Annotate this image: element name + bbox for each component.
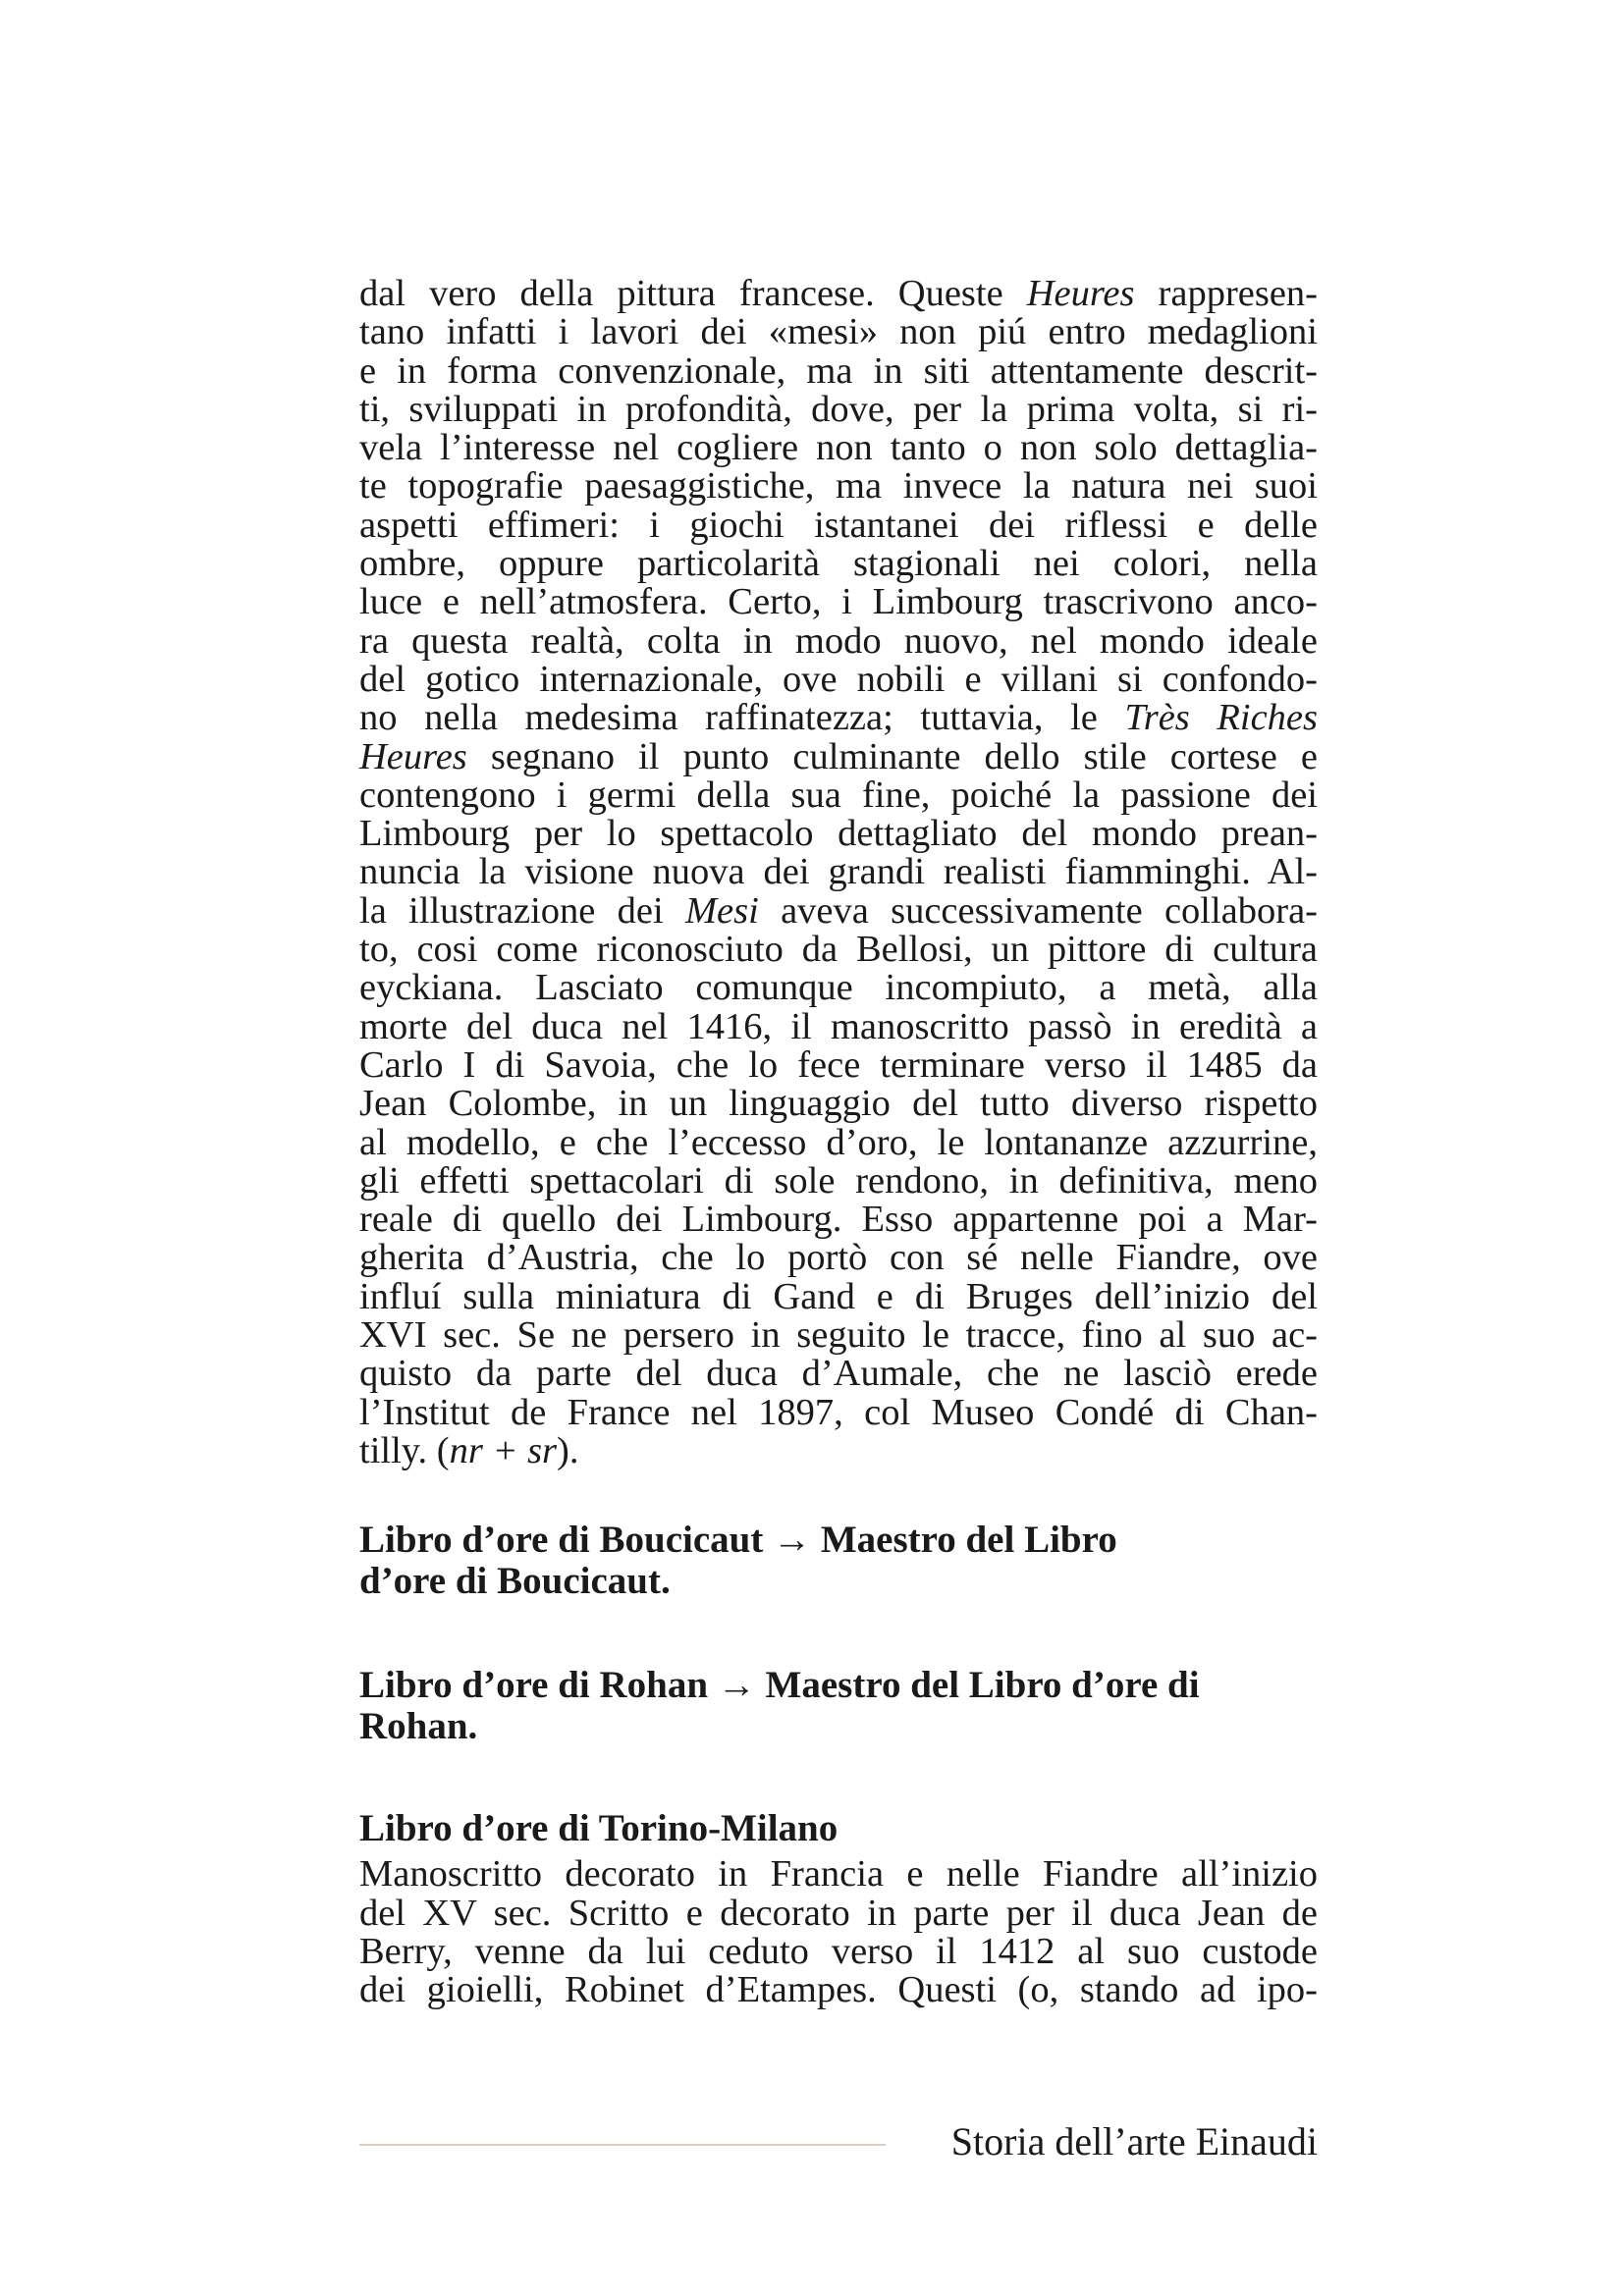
footer-rule <box>359 2144 886 2146</box>
paragraph-line: Limbourg per lo spettacolo dettagliato del mondo prean- <box>359 813 1318 855</box>
paragraph-line: morte del duca nel 1416, il manoscritto passò in eredità a <box>359 1005 1318 1047</box>
paragraph-line: nuncia la visione nuova dei grandi realisti fiamminghi. Al- <box>359 851 1318 893</box>
paragraph-line: dal vero della pittura francese. Queste Heures rappresen- <box>359 273 1318 314</box>
entry-heading: Libro d’ore di Torino-Milano <box>359 1807 839 1850</box>
publisher-text: Storia dell’arte Einaudi <box>950 2119 1318 2163</box>
paragraph-line: vela l’interesse nel cogliere non tanto o non solo dettaglia- <box>359 427 1318 469</box>
entry-heading: Libro d’ore di Rohan → Maestro del Libro d’ore di <box>359 1664 1200 1707</box>
paragraph-line: Jean Colombe, in un linguaggio del tutto diverso rispetto <box>359 1083 1318 1125</box>
entry-body <box>359 1855 1318 2009</box>
paragraph-line: ombre, oppure particolarità stagionali nei colori, nella <box>359 543 1318 585</box>
paragraph-line: Carlo I di Savoia, che lo fece terminare verso il 1485 da <box>359 1043 1318 1086</box>
paragraph-line: quisto da parte del duca d’Aumale, che ne lasciò erede <box>359 1353 1318 1395</box>
entry-boucicaut <box>359 1520 1318 1602</box>
paragraph-line: aspetti effimeri: i giochi istantanei dei riflessi e delle <box>359 504 1318 546</box>
paragraph-line: del XV sec. Scritto e decorato in parte per il duca Jean de <box>359 1892 1318 1934</box>
paragraph-line: Manoscritto decorato in Francia e nelle Fiandre all’inizio <box>359 1853 1318 1896</box>
paragraph-line: contengono i germi della sua fine, poiché la passione dei <box>359 774 1318 816</box>
paragraph-line: e in forma convenzionale, ma in siti attentamente descrit- <box>359 349 1318 392</box>
paragraph-line: tano infatti i lavori dei «mesi» non piú entro medaglioni <box>359 311 1318 353</box>
entry-torino-milano <box>359 1808 1318 2009</box>
paragraph-line: luce e nell’atmosfera. Certo, i Limbourg trascrivono anco- <box>359 581 1318 623</box>
entry-heading: Libro d’ore di Boucicaut → Maestro del Libro <box>359 1519 1117 1562</box>
paragraph-line: ti, sviluppati in profondità, dove, per la prima volta, si ri- <box>359 388 1318 430</box>
entry-heading: d’ore di Boucicaut. <box>359 1560 671 1603</box>
paragraph-line: influí sulla miniatura di Gand e di Bruges dell’inizio del <box>359 1275 1318 1317</box>
paragraph-line: dei gioielli, Robinet d’Etampes. Questi (o, stando ad ipo- <box>359 1969 1318 2011</box>
paragraph-line: gli effetti spettacolari di sole rendono, in definitiva, meno <box>359 1159 1318 1201</box>
paragraph-line: Heures segnano il punto culminante dello stile cortese e <box>359 735 1318 777</box>
entry-heading: Rohan. <box>359 1705 478 1748</box>
paragraph-line: XVI sec. Se ne persero in seguito le tracce, fino al suo ac- <box>359 1314 1318 1357</box>
paragraph-line: tilly. (nr + sr). <box>359 1429 579 1471</box>
paragraph-line: reale di quello dei Limbourg. Esso appartenne poi a Mar- <box>359 1199 1318 1241</box>
body-paragraph <box>359 275 1318 1470</box>
paragraph-line: la illustrazione dei Mesi aveva successivamente collabora- <box>359 889 1318 932</box>
paragraph-line: gherita d’Austria, che lo portò con sé nelle Fiandre, ove <box>359 1237 1318 1279</box>
paragraph-line: l’Institut de France nel 1897, col Museo Condé di Chan- <box>359 1391 1318 1433</box>
page-content <box>359 275 1318 2009</box>
paragraph-line: ra questa realtà, colta in modo nuovo, nel mondo ideale <box>359 619 1318 662</box>
paragraph-line: Berry, venne da lui ceduto verso il 1412 al suo custode <box>359 1930 1318 1972</box>
paragraph-line: al modello, e che l’eccesso d’oro, le lontananze azzurrine, <box>359 1121 1318 1163</box>
page-footer <box>359 2112 1318 2171</box>
paragraph-line: te topografie paesaggistiche, ma invece la natura nei suoi <box>359 465 1318 507</box>
paragraph-line: eyckiana. Lasciato comunque incompiuto, a metà, alla <box>359 967 1318 1009</box>
paragraph-line: no nella medesima raffinatezza; tuttavia, le Très Riches <box>359 697 1318 739</box>
entry-rohan <box>359 1665 1318 1747</box>
paragraph-line: del gotico internazionale, ove nobili e villani si confondo- <box>359 658 1318 700</box>
paragraph-line: to, cosi come riconosciuto da Bellosi, un pittore di cultura <box>359 929 1318 971</box>
